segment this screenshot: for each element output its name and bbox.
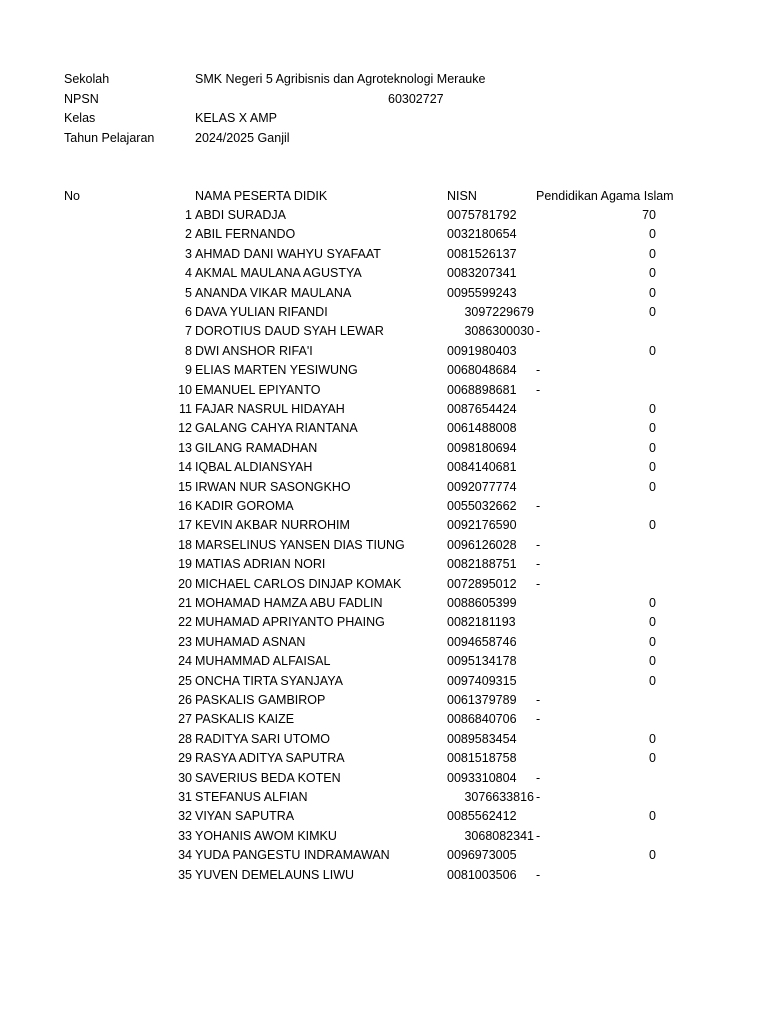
table-row xyxy=(0,382,768,401)
row-number: 13 xyxy=(178,440,192,455)
student-name: IQBAL ALDIANSYAH xyxy=(195,460,313,475)
student-name: ONCHA TIRTA SYANJAYA xyxy=(195,673,343,688)
student-name: ABIL FERNANDO xyxy=(195,227,296,242)
student-name: FAJAR NASRUL HIDAYAH xyxy=(195,402,345,416)
table-row xyxy=(0,323,768,342)
agama-score: 0 xyxy=(649,673,656,688)
student-nisn: 3097229679 xyxy=(464,305,534,319)
row-number: 27 xyxy=(178,712,192,727)
table-row xyxy=(0,420,768,439)
table-row xyxy=(0,304,768,323)
student-nisn: 3068082341 xyxy=(464,828,534,843)
table-row xyxy=(0,867,768,886)
student-nisn: 0075781792 xyxy=(447,208,517,222)
student-nisn: 0082188751 xyxy=(447,557,517,572)
student-name: PASKALIS KAIZE xyxy=(195,712,295,727)
student-name: MOHAMAD HAMZA ABU FADLIN xyxy=(195,596,383,610)
row-number: 35 xyxy=(178,867,192,882)
student-nisn: 0084140681 xyxy=(447,460,517,475)
agama-score: 0 xyxy=(649,246,656,261)
table-row xyxy=(0,692,768,711)
agama-score: - xyxy=(536,712,541,727)
student-name: ELIAS MARTEN YESIWUNG xyxy=(195,363,358,378)
student-name: MICHAEL CARLOS DINJAP KOMAK xyxy=(195,576,402,591)
agama-score: 0 xyxy=(649,731,656,746)
student-name: STEFANUS ALFIAN xyxy=(195,790,308,804)
student-name: DOROTIUS DAUD SYAH LEWAR xyxy=(195,324,384,339)
agama-score: 0 xyxy=(649,227,656,242)
student-nisn: 0068048684 xyxy=(447,363,517,378)
agama-score: - xyxy=(536,363,541,378)
header-no: No xyxy=(64,189,80,203)
agama-score: 0 xyxy=(649,402,656,416)
table-row xyxy=(0,634,768,653)
agama-score: 0 xyxy=(649,634,656,649)
row-number: 17 xyxy=(178,518,192,533)
table-row xyxy=(0,595,768,614)
row-number: 16 xyxy=(178,499,192,513)
table-row xyxy=(0,847,768,866)
agama-score: - xyxy=(536,557,541,572)
agama-score: - xyxy=(536,324,541,339)
agama-score: 0 xyxy=(649,848,656,863)
agama-score: - xyxy=(536,770,541,785)
table-row xyxy=(0,750,768,769)
table-row xyxy=(0,614,768,633)
student-name: MARSELINUS YANSEN DIAS TIUNG xyxy=(195,537,405,552)
row-number: 8 xyxy=(185,343,192,358)
student-nisn: 0061379789 xyxy=(447,693,517,707)
table-row xyxy=(0,673,768,692)
student-nisn: 0094658746 xyxy=(447,634,517,649)
student-name: RASYA ADITYA SAPUTRA xyxy=(195,751,345,766)
agama-score: 70 xyxy=(642,208,656,222)
row-number: 25 xyxy=(178,673,192,688)
student-name: DAVA YULIAN RIFANDI xyxy=(195,305,328,319)
table-row xyxy=(0,401,768,420)
table-row xyxy=(0,770,768,789)
agama-score: 0 xyxy=(649,460,656,475)
student-name: YUVEN DEMELAUNS LIWU xyxy=(195,867,355,882)
row-number: 2 xyxy=(185,227,192,242)
agama-score: 0 xyxy=(649,596,656,610)
table-row xyxy=(0,440,768,459)
kelas-label: Kelas xyxy=(64,111,96,125)
table-row xyxy=(0,362,768,381)
agama-score: 0 xyxy=(649,751,656,766)
table-row xyxy=(0,207,768,226)
table-row xyxy=(0,731,768,750)
student-nisn: 0061488008 xyxy=(447,421,517,436)
student-nisn: 0095599243 xyxy=(447,285,517,300)
table-row xyxy=(0,537,768,556)
agama-score: 0 xyxy=(649,479,656,494)
agama-score: 0 xyxy=(649,654,656,669)
row-number: 32 xyxy=(178,809,192,824)
row-number: 33 xyxy=(178,828,192,843)
agama-score: 0 xyxy=(649,440,656,455)
agama-score: - xyxy=(536,867,541,882)
table-row xyxy=(0,808,768,827)
student-nisn: 0068898681 xyxy=(447,382,517,397)
row-number: 26 xyxy=(178,693,192,707)
student-name: MATIAS ADRIAN NORI xyxy=(195,557,326,572)
header-nama-peserta-didik: NAMA PESERTA DIDIK xyxy=(195,189,328,203)
row-number: 18 xyxy=(178,537,192,552)
agama-score: - xyxy=(536,828,541,843)
agama-score: - xyxy=(536,537,541,552)
row-number: 21 xyxy=(178,596,192,610)
tahun-pelajaran-label: Tahun Pelajaran xyxy=(64,131,155,145)
header-nisn: NISN xyxy=(447,189,477,203)
student-name: KADIR GOROMA xyxy=(195,499,294,513)
table-row xyxy=(0,265,768,284)
row-number: 11 xyxy=(179,402,192,416)
table-row xyxy=(0,285,768,304)
student-nisn: 0032180654 xyxy=(447,227,517,242)
student-nisn: 0081518758 xyxy=(447,751,517,766)
student-name: MUHAMAD APRIYANTO PHAING xyxy=(195,615,385,630)
row-number: 5 xyxy=(185,285,192,300)
student-nisn: 0083207341 xyxy=(447,266,517,281)
student-name: IRWAN NUR SASONGKHO xyxy=(195,479,351,494)
agama-score: - xyxy=(536,693,541,707)
student-nisn: 0085562412 xyxy=(447,809,517,824)
agama-score: 0 xyxy=(649,266,656,281)
student-nisn: 3076633816 xyxy=(464,790,534,804)
student-name: MUHAMMAD ALFAISAL xyxy=(195,654,331,669)
agama-score: 0 xyxy=(649,615,656,630)
student-name: AHMAD DANI WAHYU SYAFAAT xyxy=(195,246,381,261)
tahun-pelajaran-value: 2024/2025 Ganjil xyxy=(195,131,290,145)
table-row xyxy=(0,711,768,730)
student-nisn: 0095134178 xyxy=(447,654,517,669)
sekolah-value: SMK Negeri 5 Agribisnis dan Agroteknologi Merauke xyxy=(195,72,486,86)
student-nisn: 0088605399 xyxy=(447,596,517,610)
student-name: MUHAMAD ASNAN xyxy=(195,634,306,649)
row-number: 14 xyxy=(178,460,192,475)
agama-score: 0 xyxy=(649,809,656,824)
student-name: KEVIN AKBAR NURROHIM xyxy=(195,518,350,533)
student-nisn: 0092176590 xyxy=(447,518,517,533)
student-nisn: 0086840706 xyxy=(447,712,517,727)
table-row xyxy=(0,576,768,595)
student-name: EMANUEL EPIYANTO xyxy=(195,382,321,397)
row-number: 34 xyxy=(178,848,192,863)
agama-score: 0 xyxy=(649,518,656,533)
student-name: VIYAN SAPUTRA xyxy=(195,809,295,824)
student-nisn: 0082181193 xyxy=(447,615,516,630)
table-row xyxy=(0,343,768,362)
agama-score: - xyxy=(536,576,541,591)
table-row xyxy=(0,226,768,245)
npsn-label: NPSN xyxy=(64,92,99,106)
student-nisn: 0081526137 xyxy=(447,246,517,261)
row-number: 31 xyxy=(178,790,192,804)
agama-score: - xyxy=(536,790,541,804)
row-number: 28 xyxy=(178,731,192,746)
agama-score: 0 xyxy=(649,421,656,436)
table-row xyxy=(0,517,768,536)
row-number: 10 xyxy=(178,382,192,397)
student-nisn: 0096973005 xyxy=(447,848,517,863)
student-nisn: 0091980403 xyxy=(447,343,517,358)
row-number: 22 xyxy=(178,615,192,630)
row-number: 19 xyxy=(178,557,192,572)
student-nisn: 0081003506 xyxy=(447,867,517,882)
student-name: YOHANIS AWOM KIMKU xyxy=(195,828,337,843)
sekolah-label: Sekolah xyxy=(64,72,110,86)
agama-score: - xyxy=(536,382,541,397)
student-name: YUDA PANGESTU INDRAMAWAN xyxy=(195,848,390,863)
student-name: GALANG CAHYA RIANTANA xyxy=(195,421,358,436)
student-nisn: 0096126028 xyxy=(447,537,517,552)
student-nisn: 0092077774 xyxy=(447,479,517,494)
row-number: 7 xyxy=(185,324,192,339)
student-nisn: 0098180694 xyxy=(447,440,517,455)
student-name: AKMAL MAULANA AGUSTYA xyxy=(195,266,362,281)
table-row xyxy=(0,459,768,478)
student-name: PASKALIS GAMBIROP xyxy=(195,693,326,707)
row-number: 20 xyxy=(178,576,192,591)
student-name: DWI ANSHOR RIFA'I xyxy=(195,343,313,358)
kelas-value: KELAS X AMP xyxy=(195,111,277,125)
npsn-value: 60302727 xyxy=(388,92,444,106)
row-number: 3 xyxy=(185,246,192,261)
student-nisn: 0089583454 xyxy=(447,731,517,746)
row-number: 29 xyxy=(178,751,192,766)
student-nisn: 0097409315 xyxy=(447,673,517,688)
header-pendidikan-agama: Pendidikan Agama Islam xyxy=(536,189,674,203)
student-nisn: 0087654424 xyxy=(447,402,517,416)
row-number: 15 xyxy=(178,479,192,494)
table-row xyxy=(0,246,768,265)
agama-score: 0 xyxy=(649,285,656,300)
student-name: SAVERIUS BEDA KOTEN xyxy=(195,770,341,785)
student-name: GILANG RAMADHAN xyxy=(195,440,318,455)
row-number: 12 xyxy=(178,421,192,436)
table-row xyxy=(0,556,768,575)
student-nisn: 0093310804 xyxy=(447,770,517,785)
agama-score: - xyxy=(536,499,541,513)
student-nisn: 0055032662 xyxy=(447,499,517,513)
table-row xyxy=(0,653,768,672)
row-number: 1 xyxy=(185,208,192,222)
agama-score: 0 xyxy=(649,343,656,358)
table-row xyxy=(0,479,768,498)
row-number: 4 xyxy=(185,266,192,281)
row-number: 30 xyxy=(178,770,192,785)
row-number: 6 xyxy=(185,305,192,319)
row-number: 23 xyxy=(178,634,192,649)
table-row xyxy=(0,498,768,517)
row-number: 24 xyxy=(178,654,192,669)
row-number: 9 xyxy=(185,363,192,378)
student-name: ANANDA VIKAR MAULANA xyxy=(195,285,352,300)
student-nisn: 3086300030 xyxy=(464,324,534,339)
student-name: ABDI SURADJA xyxy=(195,208,286,222)
student-name: RADITYA SARI UTOMO xyxy=(195,731,330,746)
student-nisn: 0072895012 xyxy=(447,576,517,591)
table-row xyxy=(0,828,768,847)
table-row xyxy=(0,789,768,808)
agama-score: 0 xyxy=(649,305,656,319)
